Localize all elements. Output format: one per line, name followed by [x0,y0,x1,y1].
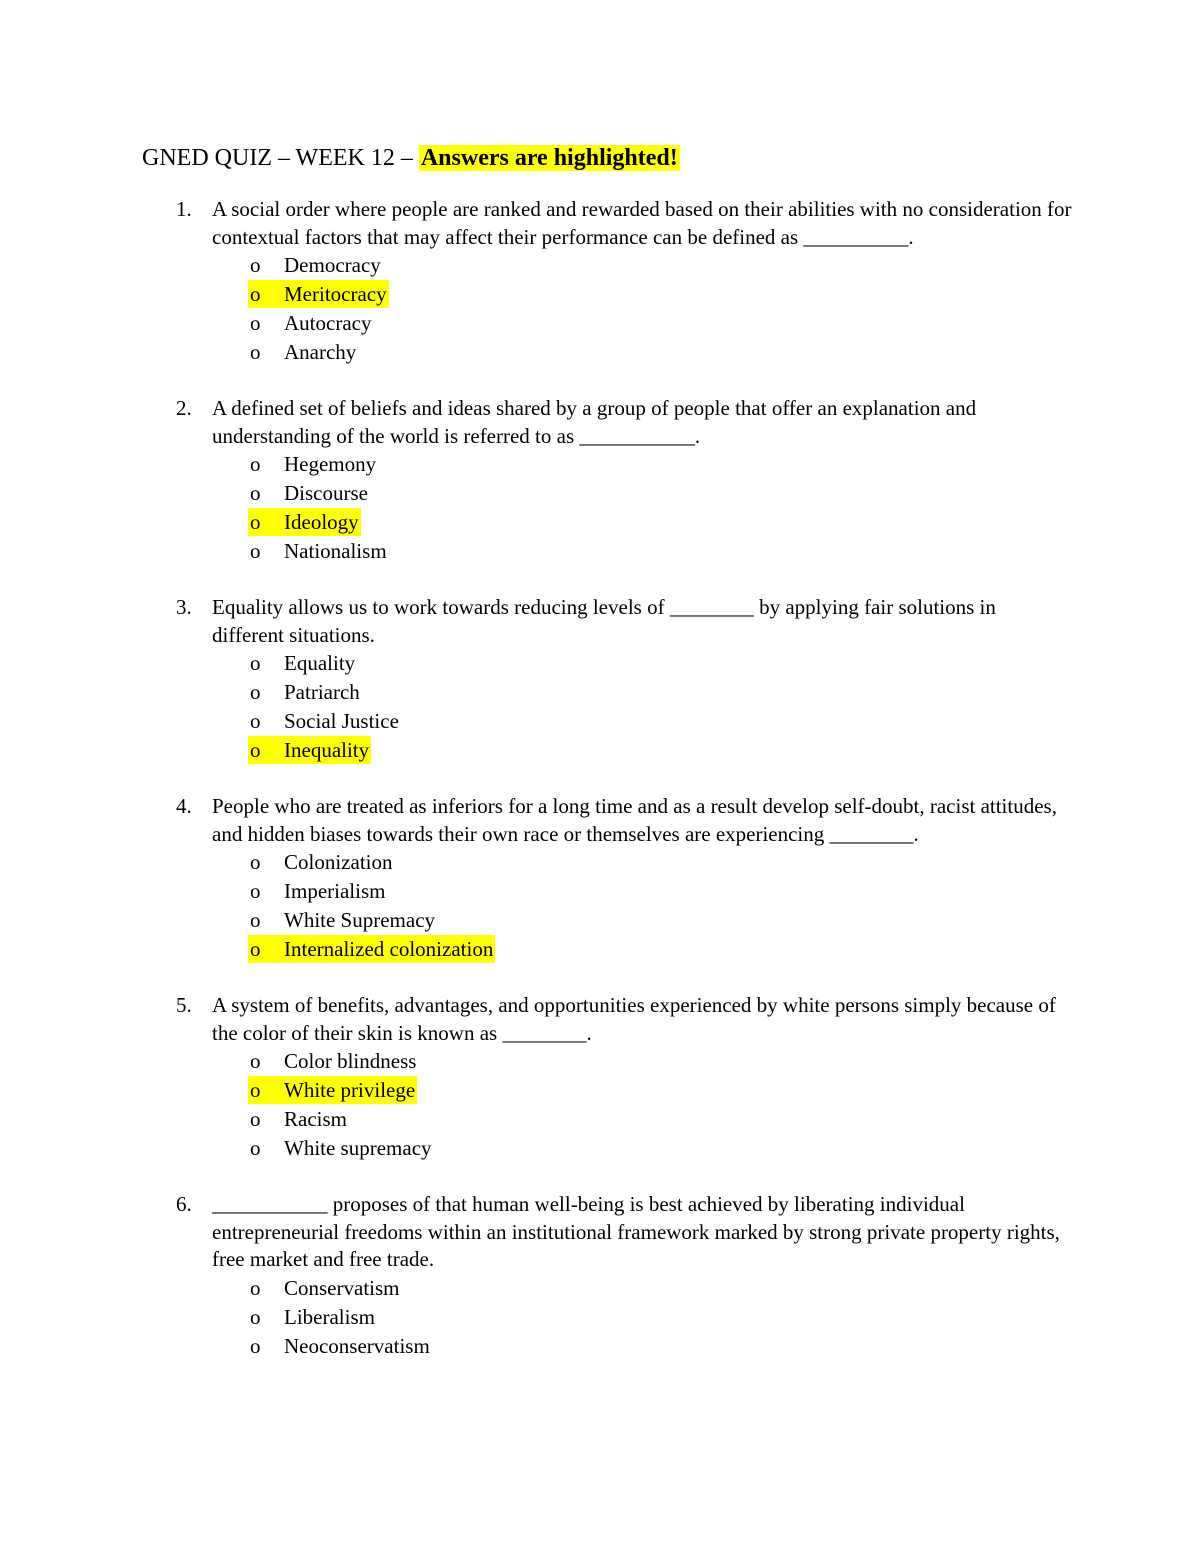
option-content [248,481,368,505]
bullet-marker: o [250,879,261,903]
question-text: A system of benefits, advantages, and opportunities experienced by white persons simply because of the color of their skin is known as ________. [212,993,1056,1045]
option-label: Internalized colonization [284,937,494,961]
bullet-marker: o [250,1304,261,1329]
answer-option [248,537,1072,566]
option-list [212,649,1072,765]
bullet-marker: o [250,651,261,675]
answer-option [248,906,1072,935]
answer-option [248,848,1072,877]
option-label: Anarchy [284,340,357,364]
question-item [142,992,1072,1163]
correct-answer-option [248,508,1072,537]
option-label: Imperialism [284,879,386,903]
option-label: Democracy [284,253,381,277]
option-content [248,1305,375,1329]
option-label: Discourse [284,481,368,505]
option-content [248,539,387,563]
answer-option [248,1047,1072,1076]
question-item [142,793,1072,964]
option-content [248,1049,416,1073]
question-number: 4. [176,794,192,818]
correct-answer-option [248,935,1072,964]
answer-option [248,309,1072,338]
correct-answer-option [248,736,1072,765]
option-label: Patriarch [284,680,360,704]
option-label: Liberalism [284,1304,375,1329]
answer-option [248,1274,1072,1303]
option-label: Social Justice [284,709,399,733]
option-label: White supremacy [284,1136,432,1160]
option-list [212,450,1072,566]
bullet-marker: o [250,850,261,874]
answer-option [248,450,1072,479]
answer-option [248,877,1072,906]
bullet-marker: o [250,1333,261,1358]
question-number: 2. [176,396,192,420]
option-content [248,850,393,874]
option-label: Meritocracy [284,282,387,306]
option-label: Ideology [284,510,359,534]
option-label: White privilege [284,1078,416,1102]
answers-highlighted-note: Answers are highlighted! [420,145,678,171]
answer-option [248,338,1072,367]
answer-option [248,1303,1072,1332]
option-content [248,340,356,364]
answer-highlight [248,935,495,963]
question-list [142,196,1072,1361]
option-label: Neoconservatism [284,1333,430,1358]
answer-highlight [248,508,361,536]
question-number: 6. [176,1192,192,1216]
bullet-marker: o [250,282,261,306]
option-content [248,879,385,903]
title-prefix: GNED QUIZ – WEEK 12 – [142,145,419,171]
answer-highlight [248,736,371,764]
option-label: Hegemony [284,452,377,476]
question-number: 3. [176,595,192,619]
bullet-marker: o [250,452,261,476]
correct-answer-option [248,1076,1072,1105]
bullet-marker: o [250,340,261,364]
option-label: Racism [284,1107,347,1131]
option-content [248,709,399,733]
option-content [248,253,381,277]
answer-option [248,251,1072,280]
answer-option [248,649,1072,678]
bullet-marker: o [250,1136,261,1160]
question-item [142,1191,1072,1361]
bullet-marker: o [250,937,261,961]
option-label: Color blindness [284,1049,417,1073]
option-label: Conservatism [284,1275,400,1300]
page-title [142,140,1072,176]
bullet-marker: o [250,738,261,762]
option-content [248,908,435,932]
option-label: Colonization [284,850,393,874]
answer-option [248,678,1072,707]
correct-answer-option [248,280,1072,309]
option-label: Autocracy [284,311,372,335]
option-list [212,1274,1072,1361]
question-text: People who are treated as inferiors for a long time and as a result develop self-doubt, racist attitudes, and hidden biases towards their own race or themselves are experiencing ________. [212,794,1057,846]
question-text: A social order where people are ranked and rewarded based on their abilities with no consideration for contextual factors that may affect their performance can be defined as __________. [212,197,1072,249]
answer-option [248,707,1072,736]
answer-highlight [248,280,389,308]
option-label: Nationalism [284,539,387,563]
question-text: ___________ proposes of that human well-being is best achieved by liberating individual entrepreneurial freedoms within an institutional framework marked by strong private property rights, free market and free trade. [212,1192,1060,1271]
bullet-marker: o [250,311,261,335]
bullet-marker: o [250,1078,261,1102]
bullet-marker: o [250,1275,261,1300]
bullet-marker: o [250,680,261,704]
option-label: Equality [284,651,356,675]
question-number: 1. [176,197,192,221]
option-list [212,251,1072,367]
question-number: 5. [176,993,192,1017]
option-list [212,1047,1072,1163]
option-content [248,311,371,335]
option-content [248,1334,430,1358]
answer-option [248,1332,1072,1361]
option-content [248,452,376,476]
question-item [142,196,1072,367]
option-label: White Supremacy [284,908,436,932]
option-label: Inequality [284,738,370,762]
bullet-marker: o [250,908,261,932]
answer-option [248,1134,1072,1163]
bullet-marker: o [250,709,261,733]
answer-option [248,479,1072,508]
bullet-marker: o [250,481,261,505]
question-text: Equality allows us to work towards reducing levels of ________ by applying fair solutions in different situations. [212,595,996,647]
option-content [248,1136,432,1160]
answer-highlight [248,1076,417,1104]
bullet-marker: o [250,1107,261,1131]
bullet-marker: o [250,510,261,534]
answer-option [248,1105,1072,1134]
bullet-marker: o [250,253,261,277]
quiz-document [142,140,1072,1389]
option-content [248,680,360,704]
question-text: A defined set of beliefs and ideas shared by a group of people that offer an explanation and understanding of the world is referred to as ___________. [212,396,977,448]
question-item [142,395,1072,566]
option-content [248,1107,347,1131]
question-item [142,594,1072,765]
bullet-marker: o [250,1049,261,1073]
bullet-marker: o [250,539,261,563]
option-list [212,848,1072,964]
option-content [248,1276,400,1300]
option-content [248,651,355,675]
